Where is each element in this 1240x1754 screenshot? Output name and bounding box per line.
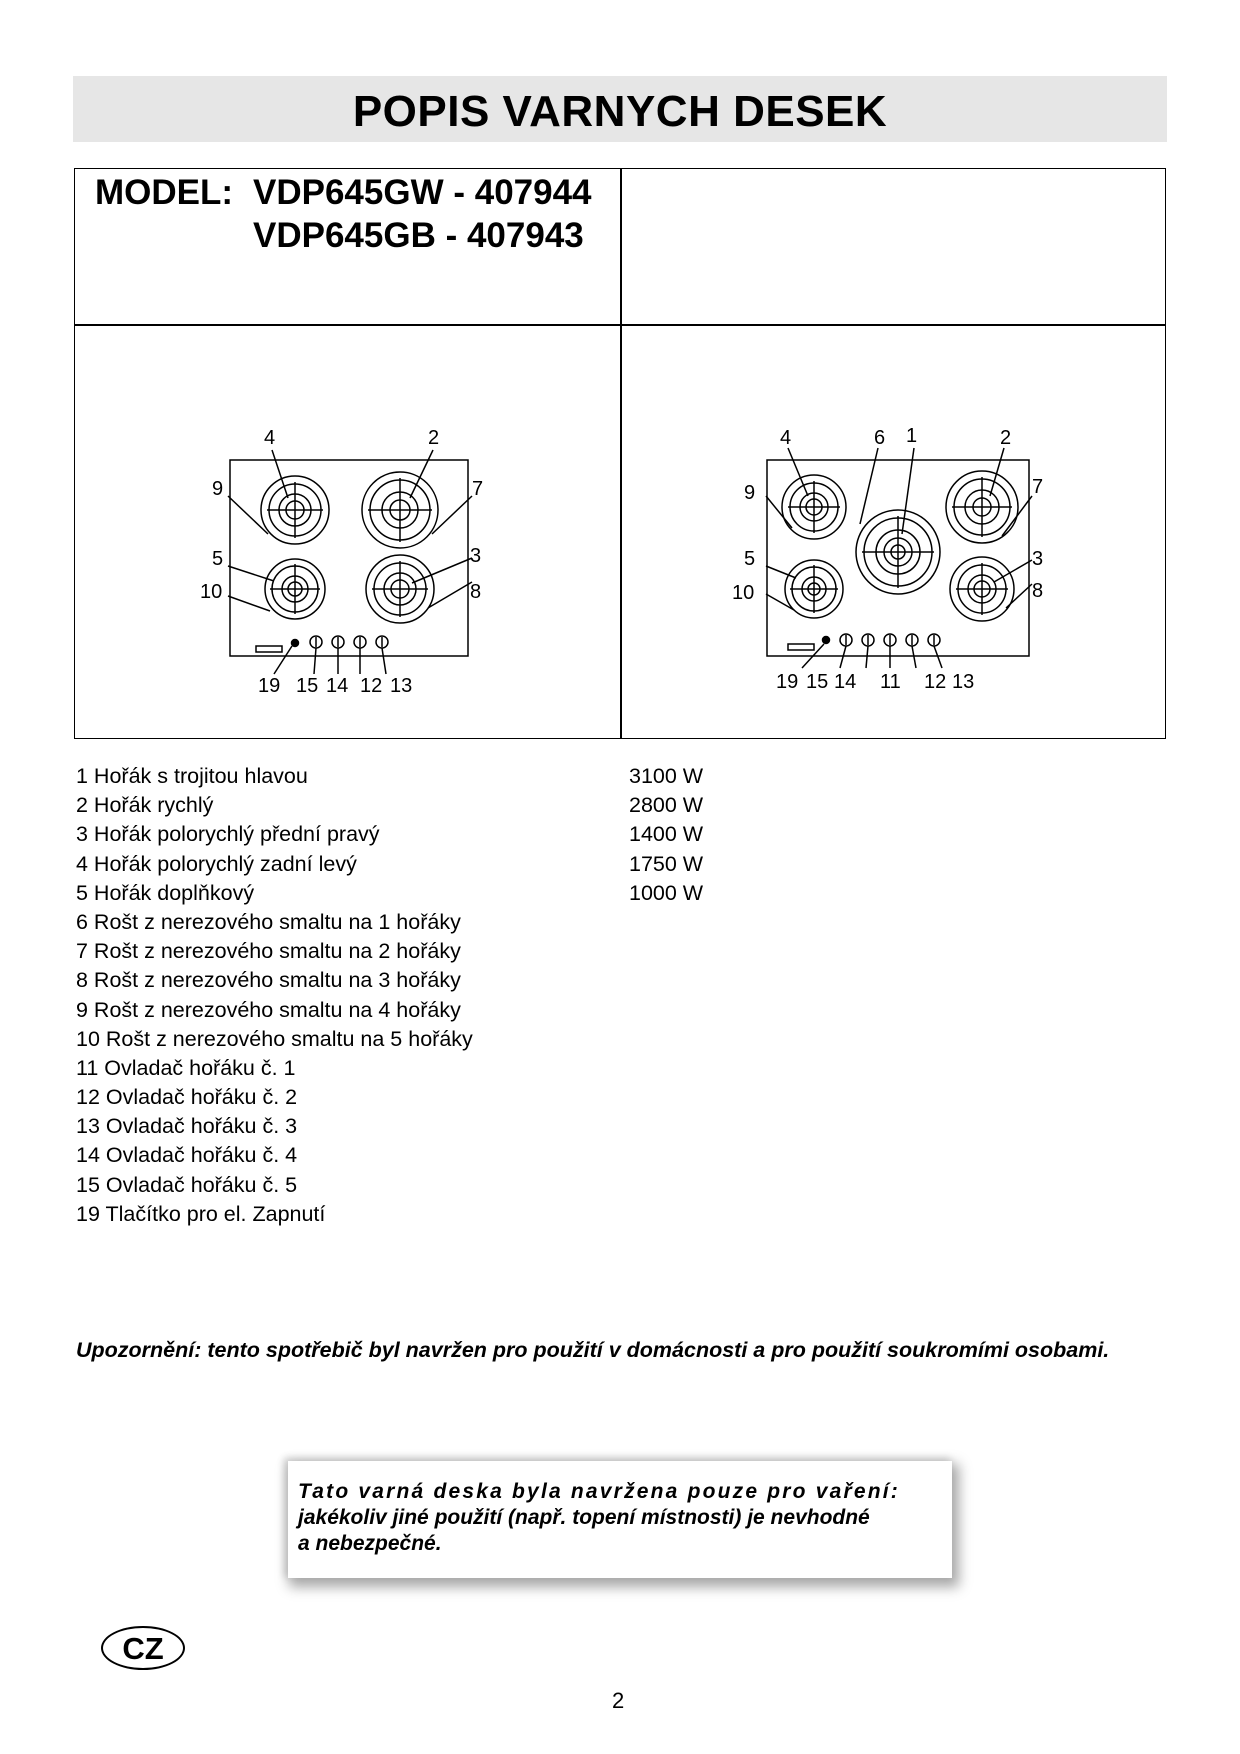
callout-2: 2 [428, 427, 440, 449]
part-label: 9 Rošt z nerezového smaltu na 4 hořáky [76, 997, 461, 1022]
callout-10: 10 [732, 582, 755, 604]
part-label: 6 Rošt z nerezového smaltu na 1 hořáky [76, 909, 461, 934]
list-item [76, 820, 704, 849]
part-label: 11 Ovladač hořáku č. 1 [76, 1055, 296, 1080]
usage-warning: Upozornění: tento spotřebič byl navržen pro použití v domácnosti a pro použití soukromími osobami. [76, 1338, 1110, 1362]
part-label: 12 Ovladač hořáku č. 2 [76, 1085, 298, 1110]
callout-13: 13 [952, 671, 975, 693]
part-power: 1400 W [629, 822, 704, 847]
list-item [76, 879, 704, 908]
page-title: POPIS VARNYCH DESEK [73, 76, 1167, 142]
burner-front-left [265, 559, 325, 619]
callout-15: 15 [296, 675, 319, 696]
callout-7: 7 [472, 478, 484, 500]
callout-13: 13 [390, 675, 413, 696]
hob-diagram-5-burner-svg [732, 426, 1062, 696]
callout-2: 2 [1000, 427, 1012, 449]
burner-back-left [782, 475, 846, 539]
model-line-1: VDP645GW - 407944 [253, 173, 592, 212]
part-power: 3100 W [629, 764, 704, 788]
callout-19: 19 [776, 671, 799, 693]
burner-center-triple [856, 510, 940, 594]
callout-10: 10 [200, 581, 223, 603]
table-divider-vertical [620, 169, 622, 738]
callout-11: 11 [880, 671, 901, 693]
control-knobs [310, 636, 388, 648]
model-label: MODEL: [95, 173, 234, 212]
list-item [76, 1171, 473, 1200]
list-item [76, 966, 473, 995]
burner-back-left [261, 476, 329, 544]
part-label: 3 Hořák polorychlý přední pravý [76, 822, 380, 847]
part-label: 19 Tlačítko pro el. Zapnutí [76, 1201, 326, 1226]
list-item [76, 1141, 473, 1170]
burner-front-right [950, 557, 1014, 621]
burner-back-right [946, 471, 1018, 543]
callout-4: 4 [264, 427, 276, 449]
ignition-button [292, 640, 299, 647]
callout-1: 1 [906, 426, 918, 447]
list-item [76, 1083, 473, 1112]
hob-diagram-4-burner-svg [200, 426, 500, 696]
hob-diagram-4-burner [200, 426, 500, 701]
callout-3: 3 [1032, 548, 1044, 570]
display-strip [788, 644, 814, 650]
part-label: 1 Hořák s trojitou hlavou [76, 764, 308, 788]
burner-back-right [362, 472, 438, 548]
list-item [76, 762, 704, 791]
callout-12: 12 [924, 671, 947, 693]
callout-3: 3 [470, 545, 482, 567]
part-label: 8 Rošt z nerezového smaltu na 3 hořáky [76, 968, 461, 993]
callout-14: 14 [326, 675, 349, 696]
part-label: 5 Hořák doplňkový [76, 880, 255, 905]
part-label: 2 Hořák rychlý [76, 793, 214, 818]
callout-5: 5 [212, 548, 224, 570]
notice-line-1: Tato varná deska byla navržena pouze pro vaření: [298, 1480, 900, 1503]
notice-line-2: jakékoliv jiné použití (např. topení místnosti) je nevhodné [298, 1506, 870, 1529]
part-label: 7 Rošt z nerezového smaltu na 2 hořáky [76, 939, 461, 964]
callout-8: 8 [1032, 580, 1044, 602]
callout-4: 4 [780, 427, 792, 449]
list-item [76, 1112, 473, 1141]
callout-9: 9 [744, 482, 756, 504]
parts-list [76, 762, 704, 1229]
list-item [76, 937, 473, 966]
callout-8: 8 [470, 581, 482, 603]
part-label: 10 Rošt z nerezového smaltu na 5 hořáky [76, 1026, 473, 1051]
ignition-button [823, 637, 830, 644]
callout-14: 14 [834, 671, 857, 693]
list-item [76, 1200, 473, 1229]
page-number: 2 [612, 1688, 625, 1713]
notice-line-3: a nebezpečné. [298, 1532, 442, 1555]
table-divider-horizontal [75, 324, 1165, 326]
part-power: 1750 W [629, 851, 704, 876]
part-power: 2800 W [629, 793, 704, 818]
callout-9: 9 [212, 478, 224, 500]
model-line-2: VDP645GB - 407943 [253, 216, 584, 255]
callout-15: 15 [806, 671, 829, 693]
part-label: 15 Ovladač hořáku č. 5 [76, 1172, 298, 1197]
part-power: 1000 W [629, 880, 704, 905]
list-item [76, 908, 473, 937]
display-strip [256, 646, 282, 652]
list-item [76, 791, 704, 820]
control-knobs [840, 634, 940, 646]
list-item [76, 1054, 473, 1083]
part-label: 14 Ovladač hořáku č. 4 [76, 1143, 298, 1168]
callout-5: 5 [744, 548, 756, 570]
callout-6: 6 [874, 427, 886, 449]
callout-12: 12 [360, 675, 383, 696]
burner-front-right [366, 555, 434, 623]
callout-7: 7 [1032, 476, 1044, 498]
notice-box [288, 1461, 952, 1578]
language-badge: CZ [101, 1626, 185, 1670]
part-label: 4 Hořák polorychlý zadní levý [76, 851, 357, 876]
list-item [76, 996, 473, 1025]
part-label: 13 Ovladač hořáku č. 3 [76, 1114, 298, 1139]
list-item [76, 850, 704, 879]
callout-19: 19 [258, 675, 281, 696]
list-item [76, 1025, 473, 1054]
hob-diagram-5-burner [732, 426, 1062, 701]
